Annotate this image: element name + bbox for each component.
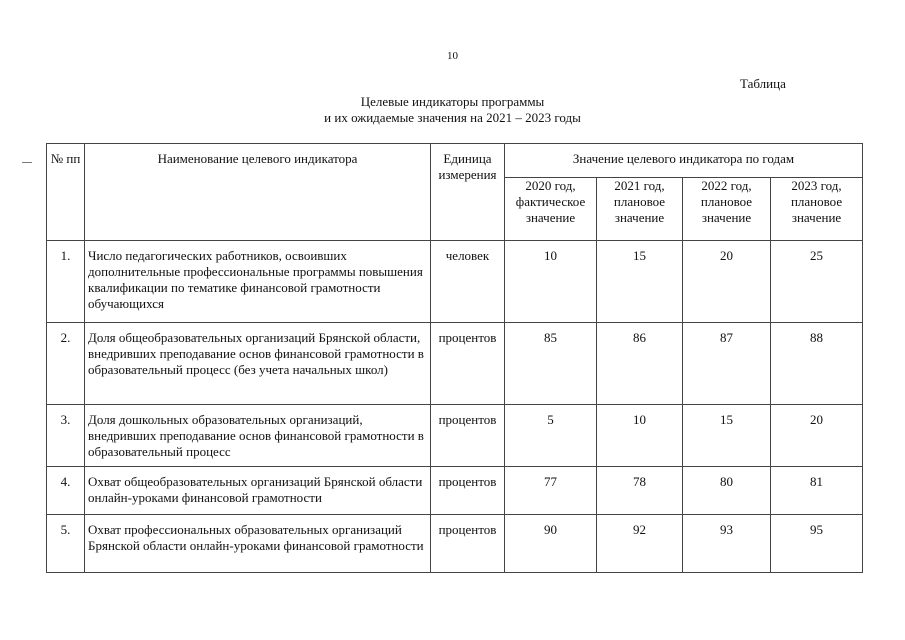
header-year-2023 (771, 178, 863, 241)
row-value-2020: 85 (505, 323, 597, 405)
header-year-line: плановое (790, 194, 843, 209)
row-num: 5. (47, 515, 85, 573)
header-unit: Единица измерения (431, 144, 505, 241)
row-value-2021: 15 (597, 241, 683, 323)
row-name: Охват общеобразовательных организаций Брянской области онлайн-уроками финансовой грамотности (85, 467, 431, 515)
row-unit: процентов (431, 467, 505, 515)
header-year-line: значение (525, 210, 576, 225)
header-year-2022 (683, 178, 771, 241)
row-name: Доля дошкольных образовательных организаций, внедривших преподавание основ финансовой грамотности в образовательный процесс (85, 405, 431, 467)
row-unit: процентов (431, 323, 505, 405)
header-year-line: 2022 год, (701, 178, 752, 193)
row-unit: процентов (431, 405, 505, 467)
indicators-table (46, 143, 863, 573)
row-value-2023: 81 (771, 467, 863, 515)
table-label: Таблица (740, 76, 786, 91)
header-year-line: 2023 год, (791, 178, 842, 193)
row-value-2023: 88 (771, 323, 863, 405)
header-year-line: фактическое (515, 194, 586, 209)
row-value-2022: 20 (683, 241, 771, 323)
row-num: 1. (47, 241, 85, 323)
row-name: Число педагогических работников, освоивших дополнительные профессиональные программы повышения квалификации по тематике финансовой грамотности обучающихся (85, 241, 431, 323)
row-unit: процентов (431, 515, 505, 573)
header-year-line: значение (701, 210, 752, 225)
page-number: 10 (447, 50, 458, 62)
row-num: 3. (47, 405, 85, 467)
row-name: Охват профессиональных образовательных организаций Брянской области онлайн-уроками финансовой грамотности (85, 515, 431, 573)
row-unit: человек (431, 241, 505, 323)
header-year-2020 (505, 178, 597, 241)
row-value-2021: 86 (597, 323, 683, 405)
row-value-2022: 80 (683, 467, 771, 515)
row-value-2020: 10 (505, 241, 597, 323)
table-row (47, 405, 863, 467)
header-name: Наименование целевого индикатора (85, 144, 431, 241)
row-value-2023: 20 (771, 405, 863, 467)
header-year-line: значение (791, 210, 842, 225)
row-value-2022: 93 (683, 515, 771, 573)
row-num: 2. (47, 323, 85, 405)
header-year-line: плановое (613, 194, 666, 209)
row-value-2023: 95 (771, 515, 863, 573)
table-row (47, 241, 863, 323)
title-line-2: и их ожидаемые значения на 2021 – 2023 годы (324, 110, 581, 125)
header-num: № пп (47, 144, 85, 241)
table-row (47, 515, 863, 573)
row-value-2021: 92 (597, 515, 683, 573)
table-title (0, 94, 905, 126)
row-value-2020: 90 (505, 515, 597, 573)
table-row (47, 323, 863, 405)
header-year-2021 (597, 178, 683, 241)
header-year-line: значение (614, 210, 665, 225)
header-values-group: Значение целевого индикатора по годам (505, 144, 863, 178)
header-year-line: 2021 год, (614, 178, 665, 193)
row-value-2021: 10 (597, 405, 683, 467)
row-value-2021: 78 (597, 467, 683, 515)
margin-mark (22, 162, 32, 163)
row-name: Доля общеобразовательных организаций Брянской области, внедривших преподавание основ финансовой грамотности в образовательный процесс (без учета начальных школ) (85, 323, 431, 405)
header-year-line: плановое (700, 194, 753, 209)
row-value-2020: 5 (505, 405, 597, 467)
row-value-2022: 87 (683, 323, 771, 405)
row-value-2023: 25 (771, 241, 863, 323)
row-value-2022: 15 (683, 405, 771, 467)
title-line-1: Целевые индикаторы программы (360, 94, 545, 109)
row-value-2020: 77 (505, 467, 597, 515)
row-num: 4. (47, 467, 85, 515)
header-year-line: 2020 год, (525, 178, 576, 193)
table-row (47, 467, 863, 515)
